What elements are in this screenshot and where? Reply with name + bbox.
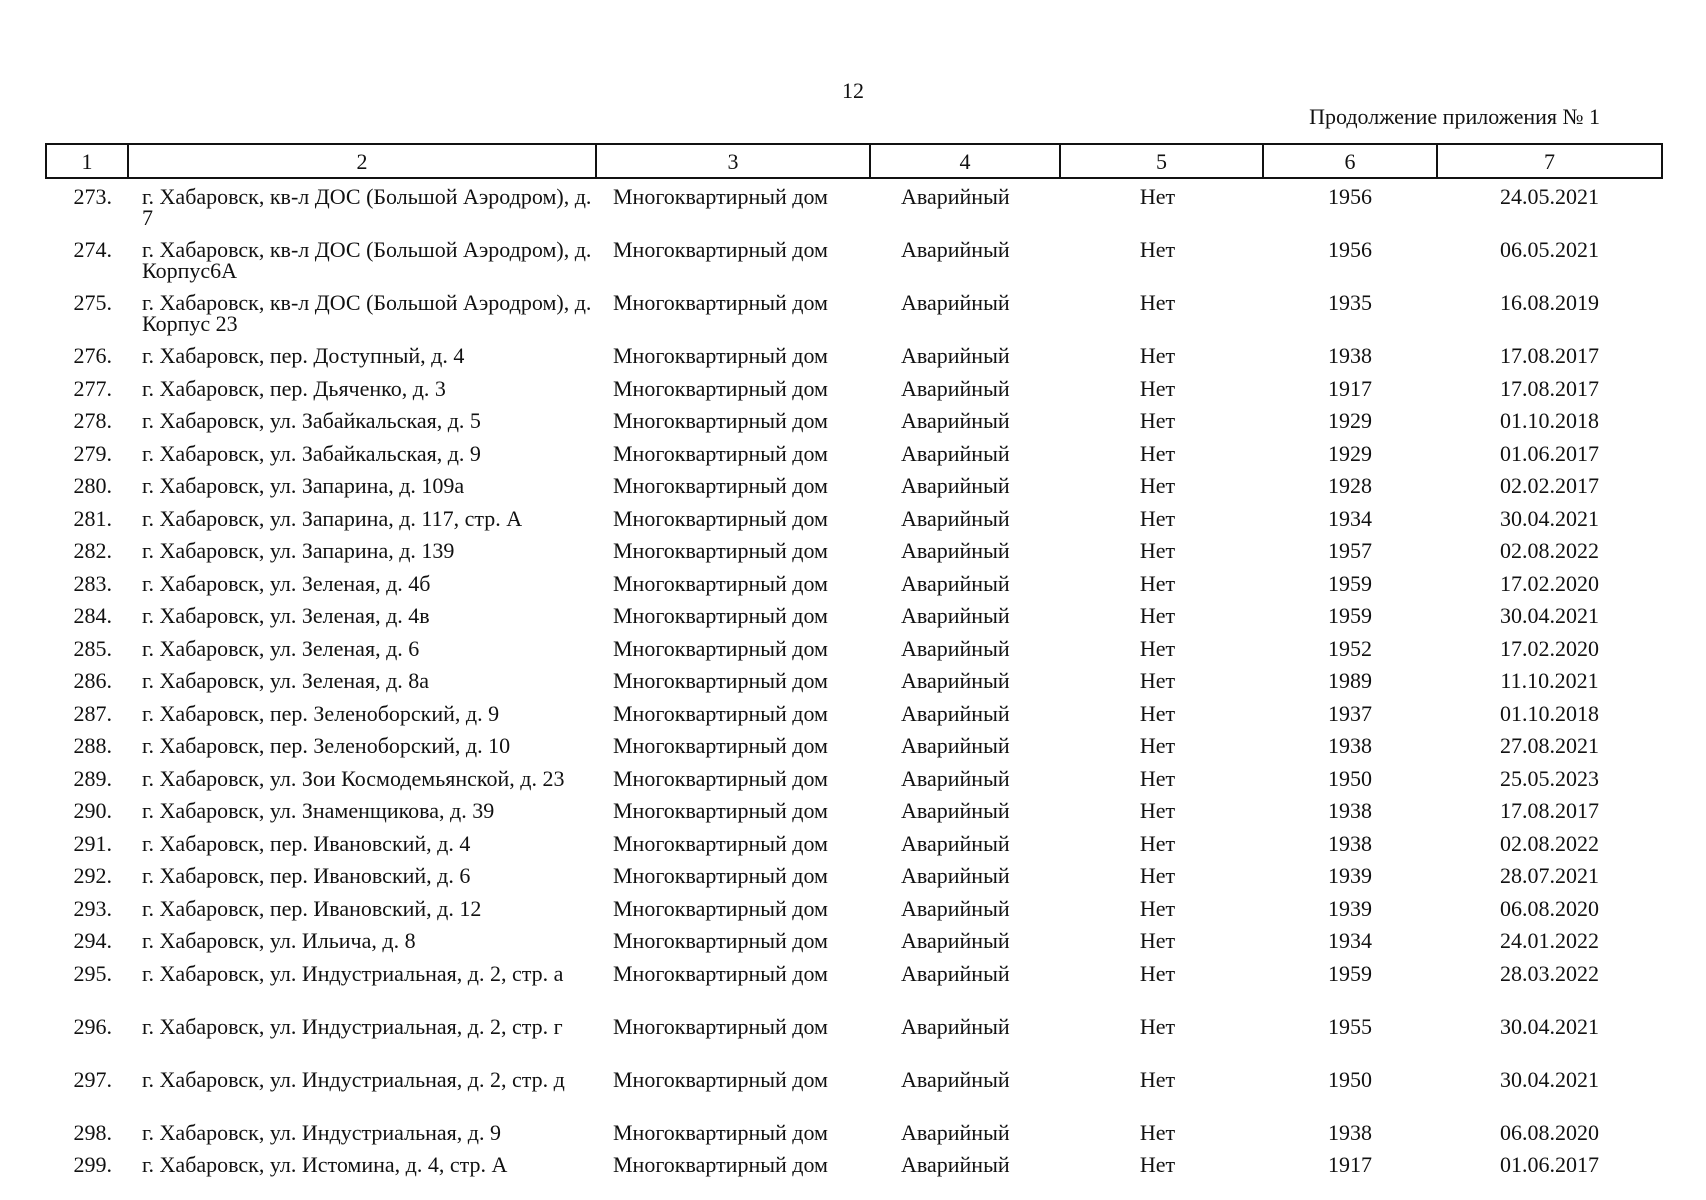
address-cell: г. Хабаровск, ул. Запарина, д. 117, стр. А <box>142 505 523 531</box>
year-cell: 1934 <box>1328 505 1372 531</box>
address-cell: г. Хабаровск, ул. Запарина, д. 109а <box>142 473 465 498</box>
row-number: 278. <box>73 408 112 433</box>
year-cell: 1938 <box>1328 343 1372 368</box>
table-row <box>46 768 1662 801</box>
condition-cell: Аварийный <box>901 960 1010 986</box>
condition-cell: Аварийный <box>901 408 1010 433</box>
row-number: 299. <box>73 1152 112 1177</box>
condition-cell: Аварийный <box>901 237 1010 262</box>
row-number: 283. <box>73 570 112 596</box>
address-cell: г. Хабаровск, ул. Забайкальская, д. 5 <box>142 408 481 433</box>
address-cell: г. Хабаровск, пер. Доступный, д. 4 <box>142 343 465 368</box>
date-cell: 30.04.2021 <box>1500 1066 1599 1092</box>
condition-cell: Аварийный <box>901 863 1010 888</box>
condition-cell: Аварийный <box>901 473 1010 498</box>
building-type-cell: Многоквартирный дом <box>613 538 828 563</box>
address-cell: г. Хабаровск, пер. Ивановский, д. 6 <box>142 863 471 888</box>
table-body <box>46 178 1662 1187</box>
column-header: 6 <box>1263 144 1437 178</box>
address-cell: г. Хабаровск, ул. Зеленая, д. 6 <box>142 635 420 661</box>
indicator-cell: Нет <box>1139 237 1176 262</box>
row-number: 294. <box>73 928 112 953</box>
table-row <box>46 735 1662 768</box>
year-cell: 1989 <box>1328 668 1372 693</box>
address-cell: г. Хабаровск, ул. Зеленая, д. 4в <box>142 603 430 628</box>
indicator-cell: Нет <box>1139 505 1176 531</box>
table-row <box>46 573 1662 606</box>
building-type-cell: Многоквартирный дом <box>613 1119 828 1145</box>
building-type-cell: Многоквартирный дом <box>613 1152 828 1177</box>
indicator-cell: Нет <box>1139 960 1176 986</box>
row-number: 287. <box>73 700 112 726</box>
condition-cell: Аварийный <box>901 343 1010 368</box>
row-number: 277. <box>73 375 112 401</box>
year-cell: 1959 <box>1328 960 1372 986</box>
condition-cell: Аварийный <box>901 798 1010 823</box>
table-row <box>46 833 1662 866</box>
date-cell: 01.06.2017 <box>1500 440 1599 466</box>
year-cell: 1952 <box>1328 635 1372 661</box>
row-number: 274. <box>73 237 112 262</box>
building-type-cell: Многоквартирный дом <box>613 765 828 791</box>
address-cell: г. Хабаровск, ул. Зои Космодемьянской, д. 23 <box>142 765 565 791</box>
table-row <box>46 930 1662 963</box>
condition-cell: Аварийный <box>901 538 1010 563</box>
indicator-cell: Нет <box>1139 1013 1176 1039</box>
row-number: 291. <box>73 830 112 856</box>
table-row <box>46 605 1662 638</box>
row-number: 280. <box>73 473 112 498</box>
condition-cell: Аварийный <box>901 603 1010 628</box>
condition-cell: Аварийный <box>901 668 1010 693</box>
date-cell: 02.08.2022 <box>1500 538 1599 563</box>
building-type-cell: Многоквартирный дом <box>613 570 828 596</box>
table-row <box>46 963 1662 1016</box>
buildings-table <box>45 143 1663 1187</box>
date-cell: 28.03.2022 <box>1500 960 1599 986</box>
row-number: 293. <box>73 895 112 921</box>
building-type-cell: Многоквартирный дом <box>613 700 828 726</box>
table-row <box>46 540 1662 573</box>
indicator-cell: Нет <box>1139 538 1176 563</box>
table-row <box>46 898 1662 931</box>
condition-cell: Аварийный <box>901 375 1010 401</box>
condition-cell: Аварийный <box>901 635 1010 661</box>
row-number: 288. <box>73 733 112 758</box>
indicator-cell: Нет <box>1139 473 1176 498</box>
address-cell: г. Хабаровск, пер. Дьяченко, д. 3 <box>142 375 446 401</box>
date-cell: 11.10.2021 <box>1500 668 1599 693</box>
column-header: 3 <box>596 144 870 178</box>
column-header: 2 <box>128 144 596 178</box>
indicator-cell: Нет <box>1139 928 1176 953</box>
address-cell: г. Хабаровск, ул. Истомина, д. 4, стр. А <box>142 1152 508 1177</box>
indicator-cell: Нет <box>1139 290 1176 315</box>
building-type-cell: Многоквартирный дом <box>613 1013 828 1039</box>
condition-cell: Аварийный <box>901 1066 1010 1092</box>
date-cell: 17.02.2020 <box>1500 635 1599 661</box>
date-cell: 06.08.2020 <box>1500 1119 1599 1145</box>
building-type-cell: Многоквартирный дом <box>613 928 828 953</box>
table-row <box>46 345 1662 378</box>
table-row <box>46 1122 1662 1155</box>
condition-cell: Аварийный <box>901 830 1010 856</box>
table-row <box>46 239 1662 292</box>
address-cell: г. Хабаровск, кв-л ДОС (Большой Аэродром), д. Корпус 23 <box>142 290 592 336</box>
year-cell: 1928 <box>1328 473 1372 498</box>
building-type-cell: Многоквартирный дом <box>613 863 828 888</box>
condition-cell: Аварийный <box>901 1013 1010 1039</box>
year-cell: 1957 <box>1328 538 1372 563</box>
date-cell: 16.08.2019 <box>1500 290 1599 315</box>
indicator-cell: Нет <box>1139 765 1176 791</box>
row-number: 279. <box>73 440 112 466</box>
year-cell: 1935 <box>1328 290 1372 315</box>
row-number: 275. <box>73 290 112 315</box>
indicator-cell: Нет <box>1139 1152 1176 1177</box>
table-row <box>46 865 1662 898</box>
address-cell: г. Хабаровск, пер. Зеленоборский, д. 9 <box>142 700 500 726</box>
column-header: 5 <box>1060 144 1263 178</box>
page-number: 12 <box>842 78 864 103</box>
condition-cell: Аварийный <box>901 1152 1010 1177</box>
year-cell: 1956 <box>1328 184 1372 209</box>
condition-cell: Аварийный <box>901 290 1010 315</box>
address-cell: г. Хабаровск, кв-л ДОС (Большой Аэродром), д. 7 <box>142 184 592 230</box>
table-row <box>46 443 1662 476</box>
table-header-row <box>46 144 1662 178</box>
date-cell: 30.04.2021 <box>1500 505 1599 531</box>
year-cell: 1938 <box>1328 798 1372 823</box>
address-cell: г. Хабаровск, пер. Ивановский, д. 4 <box>142 830 471 856</box>
date-cell: 17.02.2020 <box>1500 570 1599 596</box>
address-cell: г. Хабаровск, ул. Индустриальная, д. 2, стр. д <box>142 1066 565 1092</box>
building-type-cell: Многоквартирный дом <box>613 237 828 262</box>
year-cell: 1929 <box>1328 408 1372 433</box>
indicator-cell: Нет <box>1139 1119 1176 1145</box>
condition-cell: Аварийный <box>901 928 1010 953</box>
indicator-cell: Нет <box>1139 863 1176 888</box>
address-cell: г. Хабаровск, ул. Запарина, д. 139 <box>142 538 455 563</box>
table-row <box>46 1069 1662 1122</box>
date-cell: 02.02.2017 <box>1500 473 1599 498</box>
date-cell: 24.01.2022 <box>1500 928 1599 953</box>
row-number: 297. <box>73 1066 112 1092</box>
building-type-cell: Многоквартирный дом <box>613 1066 828 1092</box>
year-cell: 1929 <box>1328 440 1372 466</box>
year-cell: 1938 <box>1328 830 1372 856</box>
date-cell: 01.10.2018 <box>1500 408 1599 433</box>
row-number: 285. <box>73 635 112 661</box>
indicator-cell: Нет <box>1139 184 1176 209</box>
date-cell: 17.08.2017 <box>1500 798 1599 823</box>
date-cell: 06.08.2020 <box>1500 895 1599 921</box>
row-number: 295. <box>73 960 112 986</box>
indicator-cell: Нет <box>1139 830 1176 856</box>
building-type-cell: Многоквартирный дом <box>613 375 828 401</box>
row-number: 296. <box>73 1013 112 1039</box>
date-cell: 27.08.2021 <box>1500 733 1599 758</box>
year-cell: 1939 <box>1328 895 1372 921</box>
year-cell: 1950 <box>1328 765 1372 791</box>
row-number: 290. <box>73 798 112 823</box>
condition-cell: Аварийный <box>901 440 1010 466</box>
appendix-continuation-note: Продолжение приложения № 1 <box>1309 104 1600 129</box>
indicator-cell: Нет <box>1139 668 1176 693</box>
address-cell: г. Хабаровск, ул. Знаменщикова, д. 39 <box>142 798 495 823</box>
table-row <box>46 178 1662 239</box>
row-number: 292. <box>73 863 112 888</box>
year-cell: 1939 <box>1328 863 1372 888</box>
building-type-cell: Многоквартирный дом <box>613 184 828 209</box>
indicator-cell: Нет <box>1139 603 1176 628</box>
date-cell: 17.08.2017 <box>1500 343 1599 368</box>
table-row <box>46 703 1662 736</box>
date-cell: 02.08.2022 <box>1500 830 1599 856</box>
building-type-cell: Многоквартирный дом <box>613 960 828 986</box>
building-type-cell: Многоквартирный дом <box>613 798 828 823</box>
address-cell: г. Хабаровск, пер. Зеленоборский, д. 10 <box>142 733 511 758</box>
condition-cell: Аварийный <box>901 570 1010 596</box>
column-header: 4 <box>870 144 1060 178</box>
building-type-cell: Многоквартирный дом <box>613 830 828 856</box>
indicator-cell: Нет <box>1139 895 1176 921</box>
year-cell: 1959 <box>1328 603 1372 628</box>
building-type-cell: Многоквартирный дом <box>613 473 828 498</box>
indicator-cell: Нет <box>1139 1066 1176 1092</box>
indicator-cell: Нет <box>1139 408 1176 433</box>
table-row <box>46 378 1662 411</box>
address-cell: г. Хабаровск, ул. Индустриальная, д. 9 <box>142 1119 501 1145</box>
year-cell: 1917 <box>1328 1152 1372 1177</box>
building-type-cell: Многоквартирный дом <box>613 895 828 921</box>
address-cell: г. Хабаровск, пер. Ивановский, д. 12 <box>142 895 482 921</box>
table-row <box>46 292 1662 345</box>
year-cell: 1956 <box>1328 237 1372 262</box>
indicator-cell: Нет <box>1139 700 1176 726</box>
date-cell: 30.04.2021 <box>1500 1013 1599 1039</box>
date-cell: 25.05.2023 <box>1500 765 1599 791</box>
address-cell: г. Хабаровск, ул. Зеленая, д. 8а <box>142 668 430 693</box>
table-row <box>46 508 1662 541</box>
indicator-cell: Нет <box>1139 570 1176 596</box>
row-number: 284. <box>73 603 112 628</box>
year-cell: 1917 <box>1328 375 1372 401</box>
table-row <box>46 1016 1662 1069</box>
address-cell: г. Хабаровск, ул. Ильича, д. 8 <box>142 928 416 953</box>
building-type-cell: Многоквартирный дом <box>613 603 828 628</box>
date-cell: 01.10.2018 <box>1500 700 1599 726</box>
row-number: 282. <box>73 538 112 563</box>
address-cell: г. Хабаровск, ул. Зеленая, д. 4б <box>142 570 431 596</box>
table-row <box>46 800 1662 833</box>
address-cell: г. Хабаровск, ул. Забайкальская, д. 9 <box>142 440 481 466</box>
building-type-cell: Многоквартирный дом <box>613 733 828 758</box>
address-cell: г. Хабаровск, ул. Индустриальная, д. 2, стр. а <box>142 960 564 986</box>
year-cell: 1938 <box>1328 1119 1372 1145</box>
date-cell: 28.07.2021 <box>1500 863 1599 888</box>
building-type-cell: Многоквартирный дом <box>613 668 828 693</box>
column-header: 7 <box>1437 144 1662 178</box>
date-cell: 30.04.2021 <box>1500 603 1599 628</box>
year-cell: 1955 <box>1328 1013 1372 1039</box>
building-type-cell: Многоквартирный дом <box>613 343 828 368</box>
row-number: 281. <box>73 505 112 531</box>
indicator-cell: Нет <box>1139 343 1176 368</box>
indicator-cell: Нет <box>1139 635 1176 661</box>
indicator-cell: Нет <box>1139 733 1176 758</box>
building-type-cell: Многоквартирный дом <box>613 505 828 531</box>
year-cell: 1950 <box>1328 1066 1372 1092</box>
building-type-cell: Многоквартирный дом <box>613 408 828 433</box>
building-type-cell: Многоквартирный дом <box>613 440 828 466</box>
address-cell: г. Хабаровск, кв-л ДОС (Большой Аэродром), д. Корпус6А <box>142 237 592 283</box>
row-number: 273. <box>73 184 112 209</box>
table-row <box>46 670 1662 703</box>
building-type-cell: Многоквартирный дом <box>613 290 828 315</box>
table-row <box>46 410 1662 443</box>
condition-cell: Аварийный <box>901 505 1010 531</box>
date-cell: 06.05.2021 <box>1500 237 1599 262</box>
row-number: 276. <box>73 343 112 368</box>
condition-cell: Аварийный <box>901 184 1010 209</box>
condition-cell: Аварийный <box>901 700 1010 726</box>
year-cell: 1938 <box>1328 733 1372 758</box>
row-number: 286. <box>73 668 112 693</box>
condition-cell: Аварийный <box>901 1119 1010 1145</box>
indicator-cell: Нет <box>1139 375 1176 401</box>
address-cell: г. Хабаровск, ул. Индустриальная, д. 2, стр. г <box>142 1013 563 1039</box>
building-type-cell: Многоквартирный дом <box>613 635 828 661</box>
condition-cell: Аварийный <box>901 733 1010 758</box>
row-number: 298. <box>73 1119 112 1145</box>
year-cell: 1934 <box>1328 928 1372 953</box>
year-cell: 1937 <box>1328 700 1372 726</box>
table-row <box>46 638 1662 671</box>
table-row <box>46 1154 1662 1187</box>
date-cell: 17.08.2017 <box>1500 375 1599 401</box>
date-cell: 24.05.2021 <box>1500 184 1599 209</box>
date-cell: 01.06.2017 <box>1500 1152 1599 1177</box>
row-number: 289. <box>73 765 112 791</box>
year-cell: 1959 <box>1328 570 1372 596</box>
table-row <box>46 475 1662 508</box>
condition-cell: Аварийный <box>901 765 1010 791</box>
condition-cell: Аварийный <box>901 895 1010 921</box>
column-header: 1 <box>46 144 128 178</box>
indicator-cell: Нет <box>1139 798 1176 823</box>
indicator-cell: Нет <box>1139 440 1176 466</box>
